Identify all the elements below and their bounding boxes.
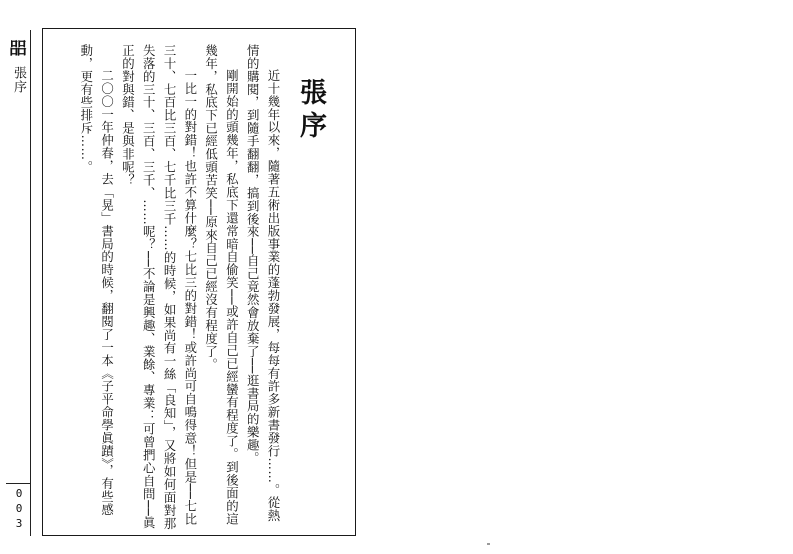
page-margin <box>0 0 36 554</box>
chapter-title: 張序 <box>295 78 326 144</box>
paragraph: 二〇〇一年仲春，去「晃」書局的時候，翻閱了一本《子平命學眞蹟》，有些感動，更有些排斥……。 <box>78 44 115 516</box>
page-number-digit: 0 <box>15 502 23 515</box>
paragraph: 近十幾年以來，隨著五術出版事業的蓬勃發展，每每有許多新書發行……。從熱情的購閱，到隨手翻翻，搞到後來──自己竟然會放棄了──逛書局的樂趣。 <box>245 44 281 523</box>
section-mark-icon: 㗊 <box>9 39 27 59</box>
paragraph: 剛開始的頭幾年，私底下還常暗自偷笑──或許自己已經蠻有程度了。到後面的這幾年，私底下已經低頭苦笑──原來自己已經沒有程度了。 <box>203 44 240 526</box>
running-title: 張序 <box>11 66 26 94</box>
page-number-digit: 0 <box>15 487 23 500</box>
folio-rule <box>6 483 30 484</box>
page-number <box>12 486 26 531</box>
preface-body <box>75 44 283 530</box>
page-number-digit: 3 <box>15 517 23 530</box>
paragraph: 一比一的對錯！也許不算什麼？七比三的對錯！或許尚可自鳴得意！但是──七比三十、七百比三百、七千比三千……的時候，如果尚有一絲「良知」，又將如何面對那失落的三十、三百、三千、……呢？──不論是興趣、業餘、專業：可曾捫心自問──眞正的對與錯、是與非呢？ <box>120 44 198 530</box>
margin-rule <box>30 30 31 536</box>
scan-speck <box>487 543 490 545</box>
